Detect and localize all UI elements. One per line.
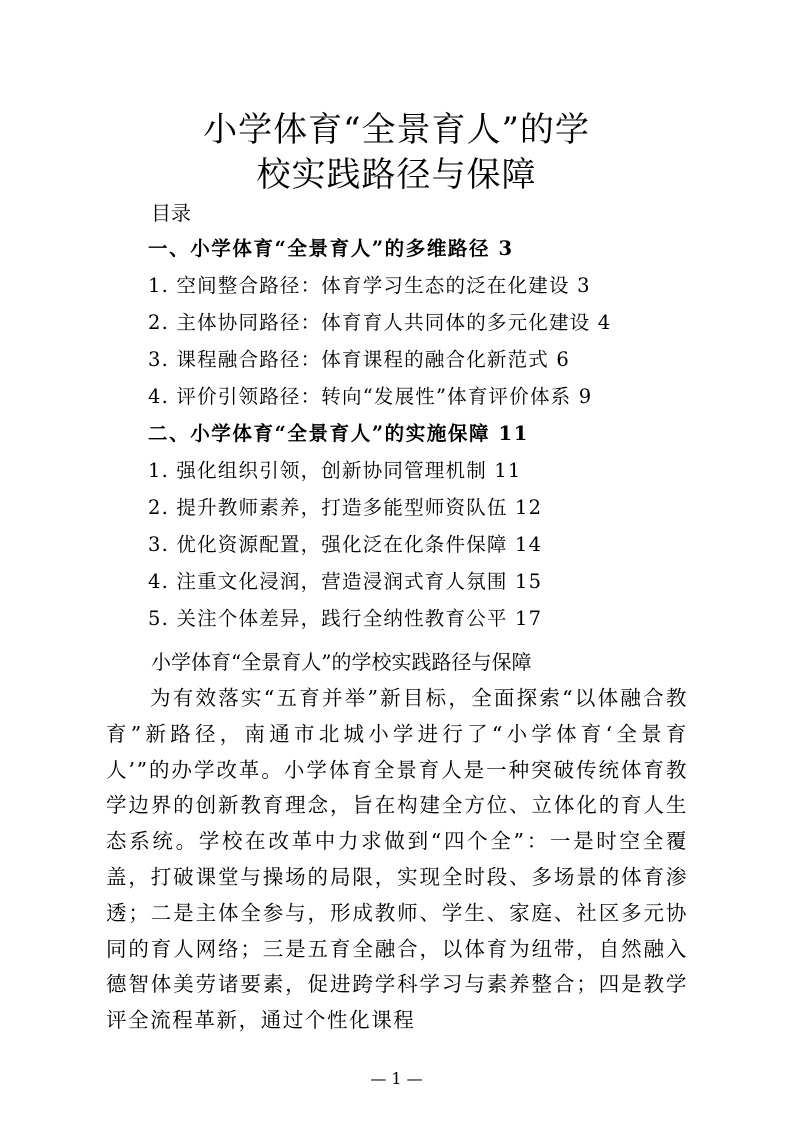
document-title-line-1: 小学体育“全景育人”的学 [203, 110, 590, 150]
body-paragraph: 为有效落实“五育并举”新目标，全面探索“以体融合教育”新路径，南通市北城小学进行了“小学体育‘全景育人’”的办学改革。小学体育全景育人是一种突破传统体育教学边界的创新教育理念，旨在构建全方位、立体化的育人生态系统。学校在改革中力求做到“四个全”：一是时空全覆盖，打破课堂与操场的局限，实现全时段、多场景的体育渗透；二是主体全参与，形成教师、学生、家庭、社区多元协同的育人网络；三是五育全融合，以体育为纽带，自然融入德智体美劳诸要素，促进跨学科学习与素养整合；四是教学评全流程革新，通过个性化课程 [106, 686, 688, 1033]
toc-item: 5. 关注个体差异，践行全纳性教育公平 17 [148, 607, 543, 630]
document-title-line-2: 校实践路径与保障 [256, 155, 537, 195]
toc-label: 目录 [151, 201, 191, 225]
body-title: 小学体育“全景育人”的学校实践路径与保障 [151, 650, 532, 674]
toc-item: 3. 课程融合路径：体育课程的融合化新范式 6 [148, 348, 571, 371]
toc-section-heading: 二、小学体育“全景育人”的实施保障 11 [148, 422, 529, 445]
toc-section-heading: 一、小学体育“全景育人”的多维路径 3 [148, 237, 514, 260]
toc-item: 1. 空间整合路径：体育学习生态的泛在化建设 3 [148, 274, 591, 297]
toc-item: 3. 优化资源配置，强化泛在化条件保障 14 [148, 533, 543, 556]
toc-item: 1. 强化组织引领，创新协同管理机制 11 [148, 459, 522, 482]
toc-item: 2. 主体协同路径：体育育人共同体的多元化建设 4 [148, 311, 612, 334]
toc-item: 4. 注重文化浸润，营造浸润式育人氛围 15 [148, 570, 543, 593]
toc-item: 2. 提升教师素养，打造多能型师资队伍 12 [148, 496, 543, 519]
page-number: — 1 — [370, 1069, 423, 1088]
toc-item: 4. 评价引领路径：转向“发展性”体育评价体系 9 [148, 385, 593, 408]
